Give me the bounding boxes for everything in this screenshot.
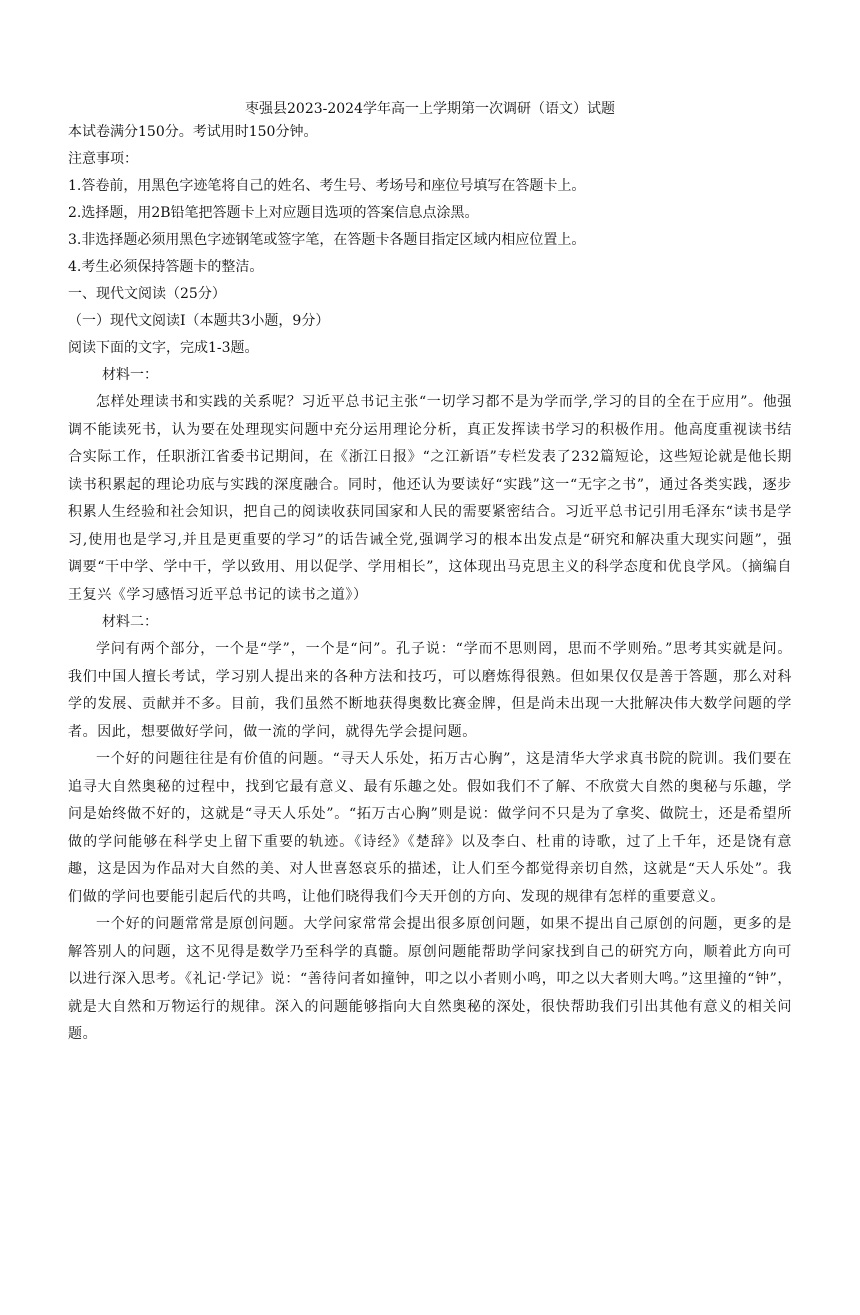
material-2-paragraph-3: 一个好的问题常常是原创问题。大学问家常常会提出很多原创问题，如果不提出自己原创的问题，更多的是解答别人的问题，这不见得是数学乃至科学的真髓。原创问题能帮助学问家找到自己的研究方向，顺着此方向可以进行深入思考。《礼记·学记》说：“善待问者如撞钟，叩之以小者则小鸣，叩之以大者则大鸣。”这里撞的“钟”，就是大自然和万物运行的规律。深入的问题能够指向大自然奥秘的深处，很快帮助我们引出其他有意义的相关问题。 — [68, 916, 792, 1042]
notice-item-3: 3.非选择题必须用黑色字迹钢笔或签字笔，在答题卡各题目指定区域内相应位置上。 — [68, 232, 586, 248]
notice-item-4: 4.考生必须保持答题卡的整洁。 — [68, 259, 264, 275]
notice-heading: 注意事项： — [68, 151, 138, 167]
material-1-label: 材料一： — [102, 367, 158, 383]
material-2-paragraph-2: 一个好的问题往往是有价值的问题。“寻天人乐处，拓万古心胸”，这是清华大学求真书院的院训。我们要在追寻大自然奥秘的过程中，找到它最有意义、最有乐趣之处。假如我们不了解、不欣赏大自然的奥秘与乐趣，学问是始终做不好的，这就是“寻天人乐处”。“拓万古心胸”则是说：做学问不只是为了拿奖、做院士，还是希望所做的学问能够在科学史上留下重要的轨迹。《诗经》《楚辞》以及李白、杜甫的诗歌，过了上千年，还是饶有意趣，这是因为作品对大自然的美、对人世喜怒哀乐的描述，让人们至今都觉得亲切自然，这就是“天人乐处”。我们做的学问也要能引起后代的共鸣，让他们晓得我们今天开创的方向、发现的规律有怎样的重要意义。 — [68, 751, 792, 905]
material-2-label: 材料二： — [102, 614, 158, 630]
exam-page — [0, 99, 860, 1315]
exam-info-line: 本试卷满分150分。考试用时150分钟。 — [68, 124, 318, 140]
reading-instruction: 阅读下面的文字，完成1-3题。 — [68, 340, 259, 356]
material-2-paragraph-1: 学问有两个部分，一个是“学”，一个是“问”。孔子说：“学而不思则罔，思而不学则殆。”思考其实就是问。我们中国人擅长考试，学习别人提出来的各种方法和技巧，可以磨炼得很熟。但如果仅仅是善于答题，那么对科学的发展、贡献并不多。目前，我们虽然不断地获得奥数比赛金牌，但是尚未出现一大批解决伟大数学问题的学者。因此，想要做好学问，做一流的学问，就得先学会提问题。 — [68, 641, 792, 740]
subsection-heading: （一）现代文阅读Ⅰ（本题共3小题，9分） — [68, 313, 330, 329]
section-heading: 一、现代文阅读（25分） — [68, 286, 226, 302]
exam-title: 枣强县2023-2024学年高一上学期第一次调研（语文）试题 — [245, 101, 615, 117]
notice-item-1: 1.答卷前，用黑色字迹笔将自己的姓名、考生号、考场号和座位号填写在答题卡上。 — [68, 178, 586, 194]
material-1-paragraph: 怎样处理读书和实践的关系呢？习近平总书记主张“一切学习都不是为学而学,学习的目的全在于应用”。他强调不能读死书，认为要在处理现实问题中充分运用理论分析，真正发挥读书学习的积极作用。他高度重视读书结合实际工作，任职浙江省委书记期间，在《浙江日报》“之江新语”专栏发表了232篇短论，这些短论就是他长期读书积累起的理论功底与实践的深度融合。同时，他还认为要读好“实践”这一“无字之书”，通过各类实践，逐步积累人生经验和社会知识，把自己的阅读收获同国家和人民的需要紧密结合。习近平总书记引用毛泽东“读书是学习,使用也是学习,并且是更重要的学习”的话告诫全党,强调学习的根本出发点是“研究和解决重大现实问题”，强调要“干中学、学中干，学以致用、用以促学、学用相长”，这体现出马克思主义的科学态度和优良学风。（摘编自王复兴《学习感悟习近平总书记的读书之道》） — [68, 394, 792, 603]
notice-item-2: 2.选择题，用2B铅笔把答题卡上对应题目选项的答案信息点涂黑。 — [68, 205, 479, 221]
